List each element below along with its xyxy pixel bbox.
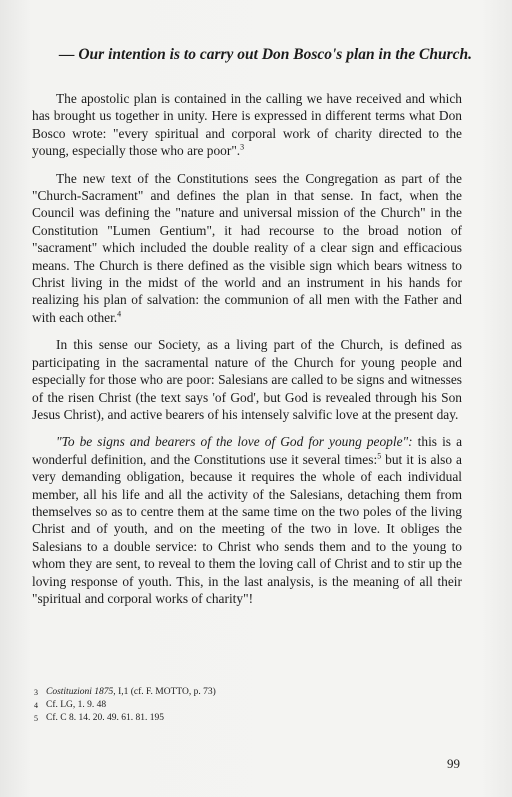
footnote-text: Cf. C 8. 14. 20. 49. 61. 81. 195 [46, 713, 164, 723]
footnote-number: 5 [34, 714, 38, 723]
paragraph-4-quote: "To be signs and bearers of the love of God for young people": [56, 434, 413, 450]
paragraph-4-text-a: this is a wonderful definition, and the Constitutions use it several times: [32, 434, 463, 467]
footnotes [34, 686, 454, 725]
footnote-number: 4 [34, 701, 38, 710]
paragraph-1-text: The apostolic plan is contained in the calling we have received and which has brought us together in unity. Here is expressed in different terms what Don Bosco wrote: "every spiritual and corporal work of charity directed to the young, especially those who are poor". [32, 91, 462, 159]
footnote-3 [34, 686, 454, 699]
paragraph-2-text: The new text of the Constitutions sees the Congregation as part of the "Church-Sacrament" and defines the plan in that sense. In fact, when the Council was defining the "nature and universal mission of the Church" in the Constitution "Lumen Gentium", it had recourse to the broad notion of "sacrament" which included the double reality of a clear sign and efficacious means. The Church is there defined as the visible sign which bears witness to Christ living in the midst of the world and an instrument in his hands for realizing his plan of salvation: the communion of all men with the Father and with each other. [32, 170, 462, 325]
paragraph-4 [32, 433, 462, 607]
paragraph-3 [32, 336, 462, 423]
paragraph-4-text-b: but it is also a very demanding obligation, because it requires the whole of each individual member, all his life and all the activity of the Salesians, detaching them from themselves so as to centre them at the same time on the two poles of the living Christ and of youth, and on the meeting of the two in love. It obliges the Salesians to a double service: to Christ who sends them and to the young to whom they are sent, to reveal to them the loving call of Christ and to stir up the loving response of youth. This, in the last analysis, is the meaning of all their "spiritual and corporal works of charity"! [32, 451, 462, 606]
footnote-5 [34, 712, 454, 725]
paragraph-3-text: In this sense our Society, as a living part of the Church, is defined as participating in the sacramental nature of the Church for young people and especially for those who are poor: Salesians are called to be signs and witnesses of the risen Christ (the text says 'of God', but God is revealed through his Son Jesus Christ), and active bearers of his intensely salvific love at the present day. [32, 337, 462, 422]
page-number: 99 [447, 756, 460, 771]
footnote-ref-4: 4 [117, 309, 122, 319]
footnote-number: 3 [34, 688, 38, 697]
paragraph-2 [32, 170, 462, 327]
footnote-4 [34, 699, 454, 712]
footnote-text: Cf. LG, 1. 9. 48 [46, 700, 107, 710]
footnote-source: Costituzioni 1875, [46, 687, 116, 697]
body-text [32, 90, 462, 617]
footnote-ref-3: 3 [240, 142, 245, 152]
footnote-text: I,1 (cf. F. MOTTO, p. 73) [115, 687, 216, 697]
section-heading: — Our intention is to carry out Don Bosco's plan in the Church. [58, 46, 472, 63]
paragraph-1 [32, 90, 462, 160]
footnote-ref-5: 5 [377, 451, 382, 461]
